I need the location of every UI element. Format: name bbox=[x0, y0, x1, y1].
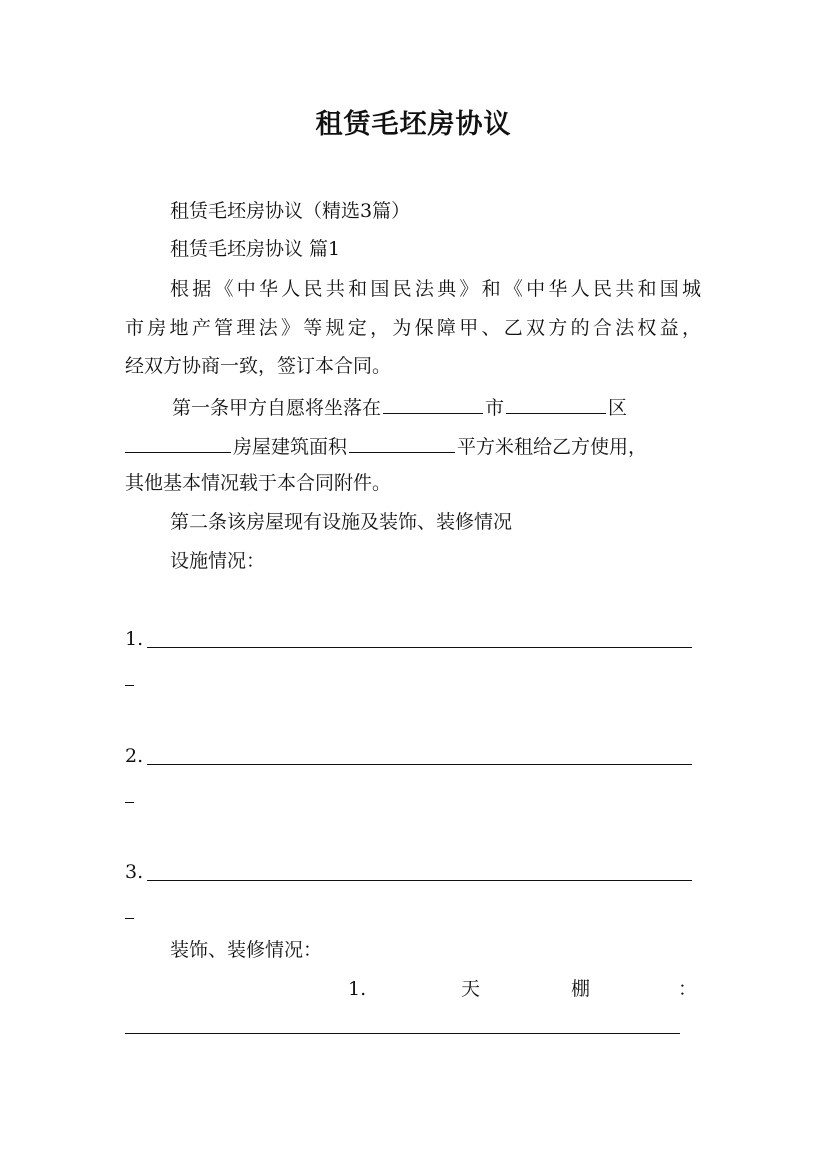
article1-line3: 其他基本情况载于本合同附件。 bbox=[125, 472, 392, 494]
decoration-item-1-number: 1. bbox=[348, 978, 367, 1000]
document-subtitle: 租赁毛坯房协议（精选3篇） bbox=[170, 200, 411, 222]
facility-item-2-line bbox=[147, 764, 692, 765]
document-title: 租赁毛坯房协议 bbox=[315, 109, 512, 140]
decoration-label: 装饰、装修情况： bbox=[170, 939, 323, 961]
facility-item-1-line bbox=[147, 647, 692, 648]
facilities-label: 设施情况： bbox=[170, 550, 266, 572]
para1-line2: 市房地产管理法》等规定，为保障甲、乙双方的合法权益， bbox=[125, 317, 701, 339]
district-blank bbox=[125, 432, 231, 453]
decoration-item-1-char1: 天 bbox=[461, 978, 481, 1000]
facility-item-3-line bbox=[147, 880, 692, 881]
location-blank bbox=[383, 393, 483, 414]
facility-item-3-number: 3. bbox=[125, 861, 144, 883]
facility-item-1-dash bbox=[125, 685, 134, 686]
article1-part2: 市 bbox=[485, 397, 505, 419]
para1-line3: 经双方协商一致，签订本合同。 bbox=[125, 355, 392, 377]
article1-part4: 房屋建筑面积 bbox=[233, 436, 348, 458]
article1-part3: 区 bbox=[608, 397, 628, 419]
article1-line1 bbox=[172, 393, 627, 420]
area-blank bbox=[349, 432, 455, 453]
article1-part5: 平方米租给乙方使用， bbox=[457, 436, 648, 458]
section-heading: 租赁毛坯房协议 篇1 bbox=[170, 238, 341, 260]
decoration-item-1-colon: ： bbox=[678, 978, 698, 1000]
city-blank bbox=[506, 393, 606, 414]
para1-line1: 根据《中华人民共和国民法典》和《中华人民共和国城 bbox=[170, 278, 701, 300]
facility-item-2-number: 2. bbox=[125, 745, 144, 767]
decoration-item-1-char2: 棚 bbox=[571, 978, 591, 1000]
facility-item-1-number: 1. bbox=[125, 628, 144, 650]
facility-item-2-dash bbox=[125, 802, 134, 803]
article1-part1: 第一条甲方自愿将坐落在 bbox=[172, 397, 382, 419]
article1-line2 bbox=[125, 432, 647, 459]
article2-heading: 第二条该房屋现有设施及装饰、装修情况 bbox=[170, 511, 513, 533]
facility-item-3-dash bbox=[125, 918, 134, 919]
decoration-item-1-line bbox=[125, 1033, 680, 1034]
